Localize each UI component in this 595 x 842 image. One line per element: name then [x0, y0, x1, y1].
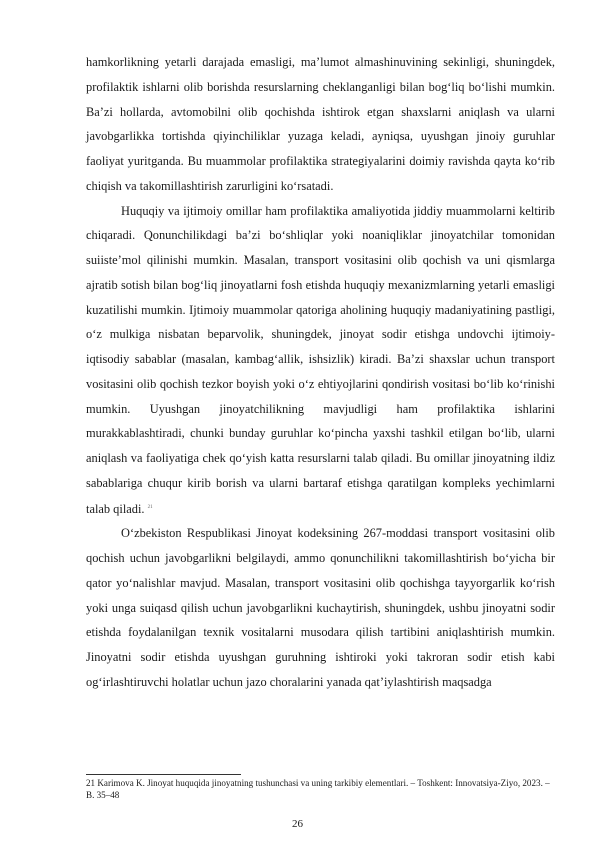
paragraph-3	[86, 521, 555, 694]
page-number: 26	[292, 818, 303, 830]
footnote-reference[interactable]: 21	[147, 504, 153, 510]
paragraph-2	[86, 199, 555, 522]
paragraph-1-text: hamkorlikning yetarli darajada emasligi, ma’lumot almashinuvining sekinligi, shuningdek, profilaktik ishlarni olib borishda resurslarning cheklanganligi bilan bog‘liq bo‘lishi mumkin. Ba’zi hollarda, avtomobilni olib qochishda ishtirok etgan shaxslarni aniqlash va ularni javobgarlikka tortishda qiyinchiliklar yuzaga keladi, ayniqsa, uyushgan jinoiy guruhlar faoliyat yuritganda. Bu muammolar profilaktika strategiyalarini doimiy ravishda qayta ko‘rib chiqish va takomillashtirish zarurligini ko‘rsatadi.	[86, 55, 555, 193]
paragraph-1	[86, 50, 555, 199]
paragraph-3-text: O‘zbekiston Respublikasi Jinoyat kodeksining 267-moddasi transport vositasini olib qochish uchun javobgarlikni belgilaydi, ammo qonunchilikni takomillashtirish bo‘yicha bir qator yo‘nalishlar mavjud. Masalan, transport vositasini olib qochishga tayyorgarlik ko‘rish yoki unga suiqasd qilish uchun javobgarlikni kuchaytirish, shuningdek, ushbu jinoyatni sodir etishda foydalanilgan texnik vositalarni musodara qilish tartibini aniqlashtirish mumkin. Jinoyatni sodir etishda uyushgan guruhning ishtiroki yoki takroran sodir etish kabi og‘irlashtiruvchi holatlar uchun jazo choralarini yanada qat’iylashtirish maqsadga	[86, 526, 555, 689]
footnote: 21 Karimova K. Jinoyat huquqida jinoyatning tushunchasi va uning tarkibiy elementlari. – Toshkent: Innovatsiya-Ziyo, 2023. – B. 35–48	[86, 778, 550, 800]
body-text	[86, 50, 555, 695]
paragraph-2-text: Huquqiy va ijtimoiy omillar ham profilaktika amaliyotida jiddiy muammolarni keltirib chiqaradi. Qonunchilikdagi ba’zi bo‘shliqlar yoki noaniqliklar jinoyatchilar tomonidan suiiste’mol qilinishi mumkin. Masalan, transport vositasini olib qochish va uni qismlarga ajratib sotish bilan bog‘liq jinoyatlarni fosh etishda huquqiy mexanizmlarning yetarli emasligi kuzatilishi mumkin. Ijtimoiy muammolar qatoriga aholining huquqiy madaniyatining pastligi, o‘z mulkiga nisbatan beparvolik, shuningdek, jinoyat sodir etishga undovchi ijtimoiy-iqtisodiy sabablar (masalan, kambag‘allik, ishsizlik) kiradi. Ba’zi shaxslar uchun transport vositasini olib qochish tezkor boyish yoki o‘z ehtiyojlarini qondirish vositasi bo‘lib ko‘rinishi mumkin. Uyushgan jinoyatchilikning mavjudligi ham profilaktika ishlarini murakkablashtiradi, chunki bunday guruhlar ko‘pincha yaxshi tashkil etilgan bo‘lib, ularni aniqlash va faoliyatiga chek qo‘yish katta resurslarni talab qiladi. Bu omillar jinoyatning ildiz sabablariga chuqur kirib borish va ularni bartaraf etishga qaratilgan kompleks yechimlarni talab qiladi.	[86, 203, 555, 516]
footnote-divider	[86, 774, 241, 775]
